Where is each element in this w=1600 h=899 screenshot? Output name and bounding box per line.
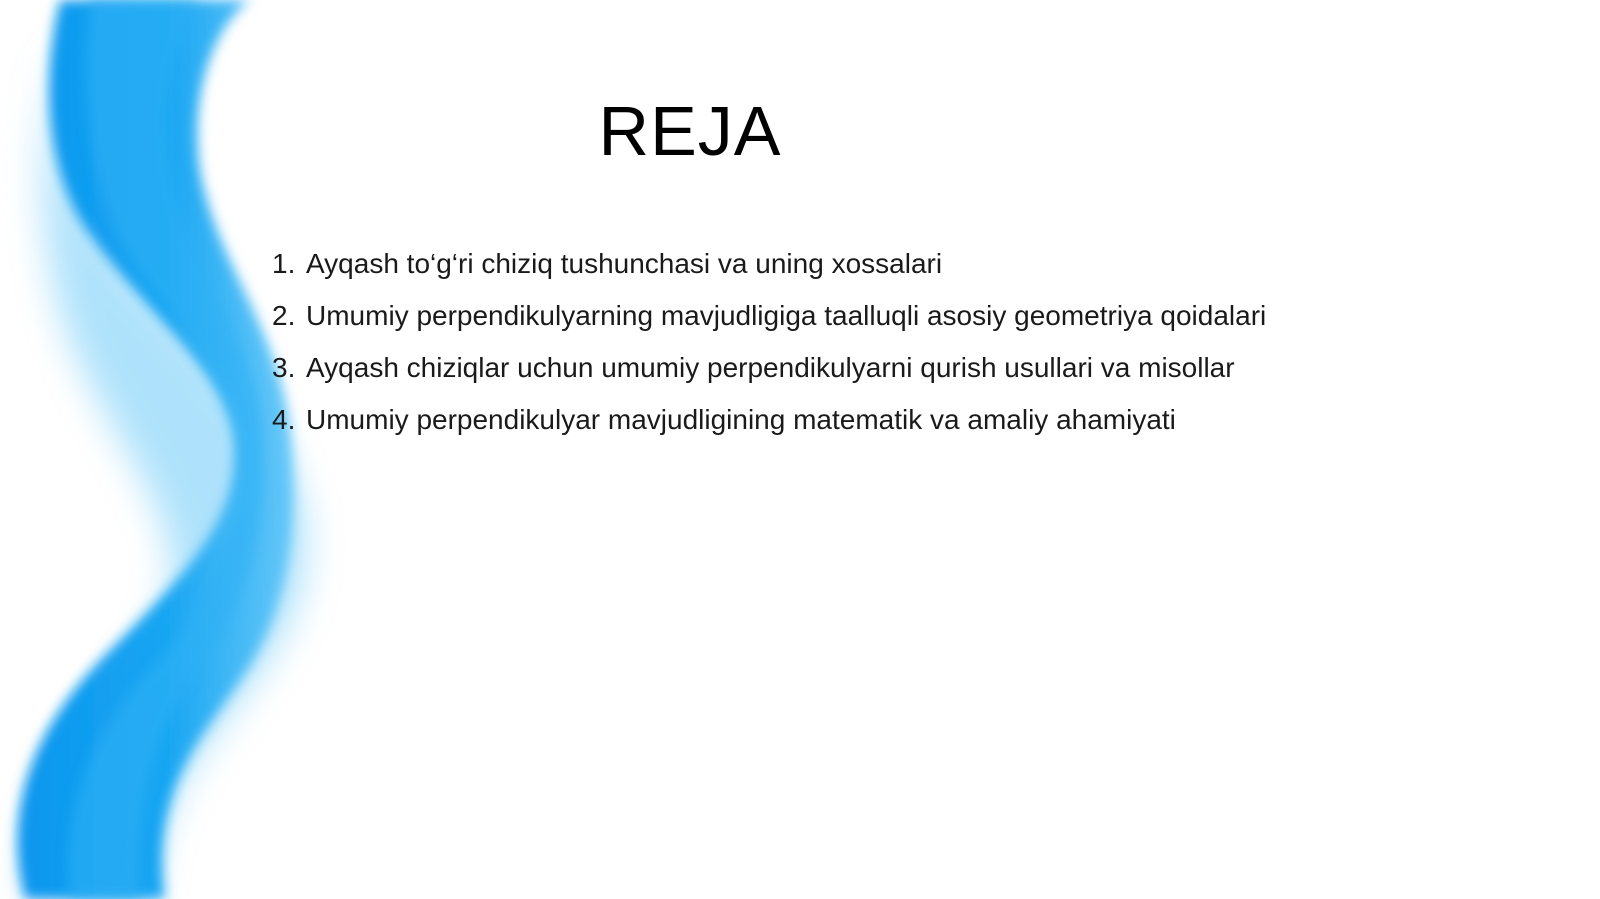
- list-item: [272, 238, 1532, 290]
- list-item: [272, 290, 1532, 342]
- slide-title: REJA: [598, 92, 782, 170]
- agenda-list: [272, 238, 1532, 446]
- list-item-text: Umumiy perpendikulyar mavjudligining matematik va amaliy ahamiyati: [306, 404, 1176, 435]
- list-item-text: Ayqash to‘g‘ri chiziq tushunchasi va uning xossalari: [306, 248, 943, 279]
- list-item: [272, 394, 1532, 446]
- list-item-text: Ayqash chiziqlar uchun umumiy perpendikulyarni qurish usullari va misollar: [306, 352, 1235, 383]
- list-item-number: 3.: [272, 352, 296, 383]
- list-item-text: Umumiy perpendikulyarning mavjudligiga taalluqli asosiy geometriya qoidalari: [306, 300, 1267, 331]
- list-item-number: 1.: [272, 248, 296, 279]
- list-item-number: 2.: [272, 300, 296, 331]
- list-item-number: 4.: [272, 404, 296, 435]
- list-item: [272, 342, 1532, 394]
